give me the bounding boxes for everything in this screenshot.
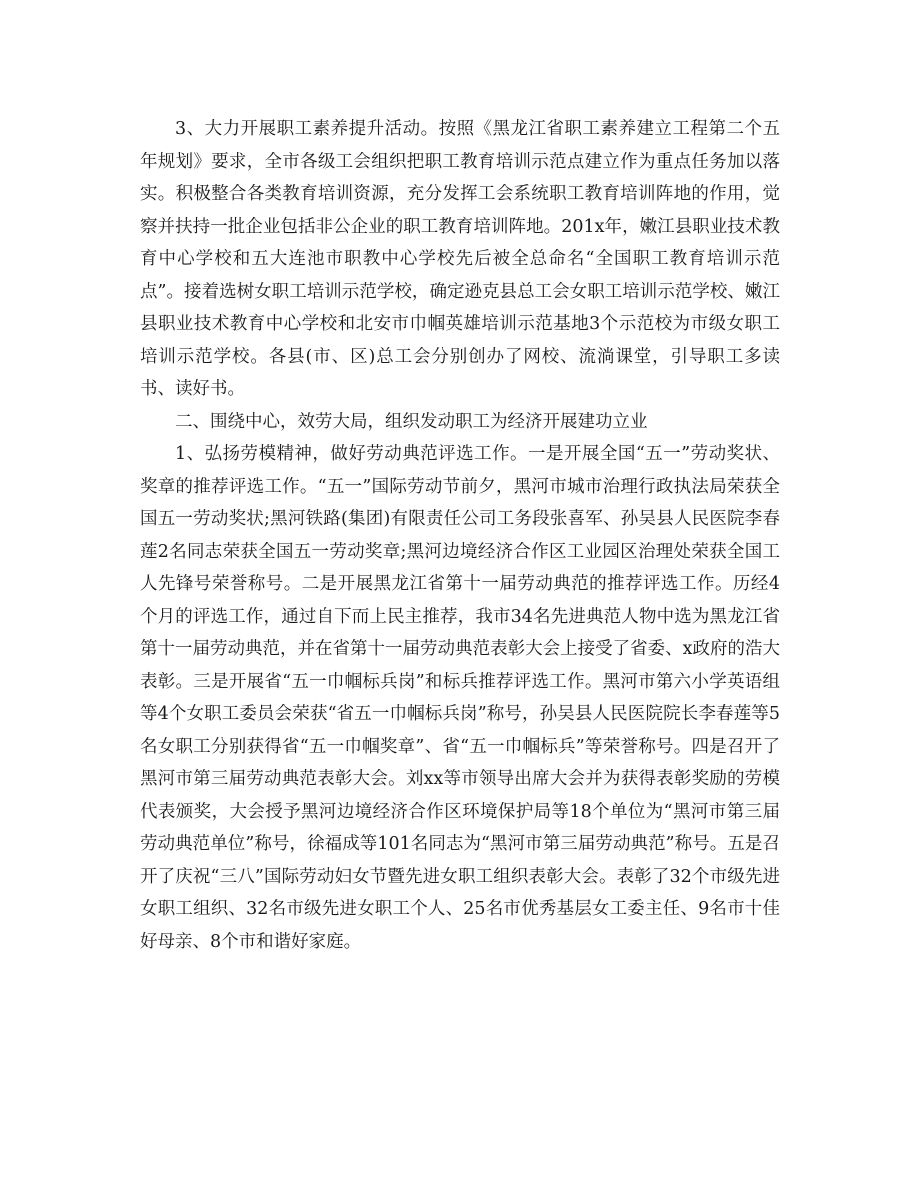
section-heading-two: 二、围绕中心，效劳大局，组织发动职工为经济开展建功立业 (175, 411, 648, 432)
paragraph-model-workers: 1、弘扬劳模精神，做好劳动典范评选工作。一是开展全国“五一”劳动奖状、奖章的推荐评选工作。“五一”国际劳动节前夕，黑河市城市治理行政执法局荣获全国五一劳动奖状;黑河铁路(集团)有限责任公司工务段张喜军、孙吴县人民医院李春莲2名同志荣获全国五一劳动奖章;黑河边境经济合作区工业园区治理处荣获全国工人先锋号荣誉称号。二是开展黑龙江省第十一届劳动典范的推荐评选工作。历经4个月的评选工作，通过自下而上民主推荐，我市34名先进典范人物中选为黑龙江省第十一届劳动典范，并在省第十一届劳动典范表彰大会上接受了省委、x政府的浩大表彰。三是开展省“五一巾帼标兵岗”和标兵推荐评选工作。黑河市第六小学英语组等4个女职工委员会荣获“省五一巾帼标兵岗”称号，孙吴县人民医院院长李春莲等5名女职工分别获得省“五一巾帼奖章”、省“五一巾帼标兵”等荣誉称号。四是召开了黑河市第三届劳动典范表彰大会。刘xx等市领导出席大会并为获得表彰奖励的劳模代表颁奖，大会授予黑河边境经济合作区环境保护局等18个单位为“黑河市第三届劳动典范单位”称号，徐福成等101名同志为“黑河市第三届劳动典范”称号。五是召开了庆祝“三八”国际劳动妇女节暨先进女职工组织表彰大会。表彰了32个市级先进女职工组织、32名市级先进女职工个人、25名市优秀基层女工委主任、9名市十佳好母亲、8个市和谐好家庭。 (140, 444, 780, 952)
paragraph-worker-quality: 3、大力开展职工素养提升活动。按照《黑龙江省职工素养建立工程第二个五年规划》要求，全市各级工会组织把职工教育培训示范点建立作为重点任务加以落实。积极整合各类教育培训资源，充分发挥工会系统职工教育培训阵地的作用，觉察并扶持一批企业包括非公企业的职工教育培训阵地。201x年，嫩江县职业技术教育中心学校和五大连池市职教中心学校先后被全总命名“全国职工教育培训示范点”。接着选树女职工培训示范学校，确定逊克县总工会女职工培训示范学校、嫩江县职业技术教育中心学校和北安市巾帼英雄培训示范基地3个示范校为市级女职工培训示范学校。各县(市、区)总工会分别创办了网校、流淌课堂，引导职工多读书、读好书。 (140, 119, 780, 399)
document-body (140, 113, 780, 958)
